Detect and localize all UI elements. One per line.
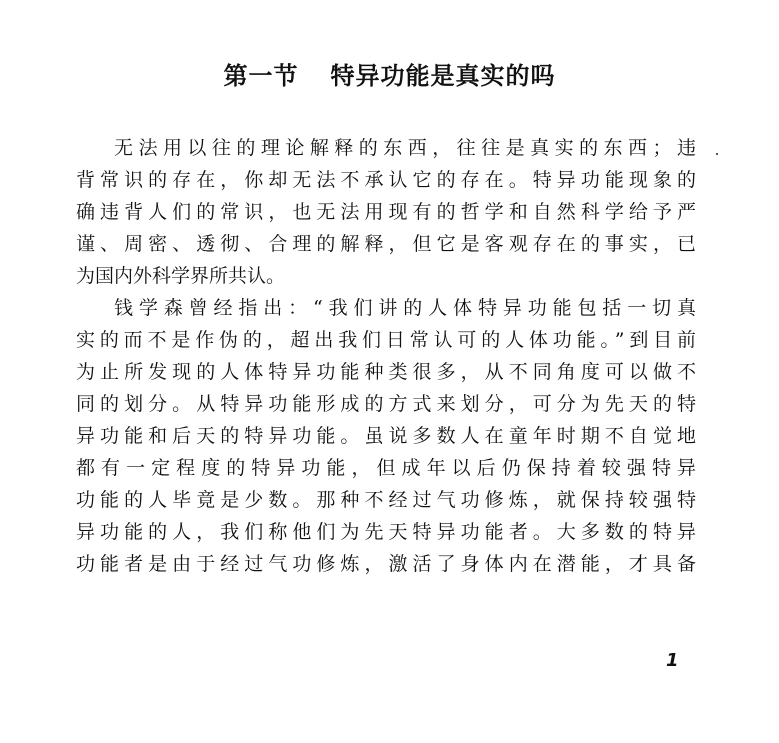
body-text	[76, 132, 696, 580]
text-line: 背常识的存在，你却无法不承认它的存在。特异功能现象的	[76, 169, 696, 191]
text-line: 异功能和后天的特异功能。虽说多数人在童年时期不自觉地	[76, 425, 696, 447]
text-line: 异功能的人，我们称他们为先天特异功能者。大多数的特异	[76, 521, 696, 543]
scan-speck	[716, 153, 718, 155]
section-title: 特异功能是真实的吗	[330, 62, 556, 90]
text-line: 确违背人们的常识，也无法用现有的哲学和自然科学给予严	[76, 201, 696, 223]
text-line: 都有一定程度的特异功能，但成年以后仍保持着较强特异	[76, 457, 696, 479]
text-line: 谨、周密、透彻、合理的解释，但它是客观存在的事实，已	[76, 233, 696, 255]
paragraph-2	[76, 292, 696, 580]
text-line: 功能者是由于经过气功修炼，激活了身体内在潜能，才具备	[76, 553, 696, 575]
paragraph-1	[76, 132, 696, 292]
text-line: 功能的人毕竟是少数。那种不经过气功修炼，就保持较强特	[76, 489, 696, 511]
text-line: 无法用以往的理论解释的东西，往往是真实的东西；违	[114, 137, 696, 159]
text-line: 同的划分。从特异功能形成的方式来划分，可分为先天的特	[76, 393, 696, 415]
text-line: 为国内外科学界所共认。	[76, 265, 286, 287]
text-line: 为止所发现的人体特异功能种类很多，从不同角度可以做不	[76, 361, 696, 383]
page-number: 1	[666, 650, 679, 671]
section-number: 第一节	[223, 62, 299, 90]
text-line: 钱学森曾经指出：“我们讲的人体特异功能包括一切真	[114, 297, 696, 319]
section-heading	[0, 56, 779, 91]
text-line: 实的而不是作伪的，超出我们日常认可的人体功能。”到目前	[76, 329, 696, 351]
